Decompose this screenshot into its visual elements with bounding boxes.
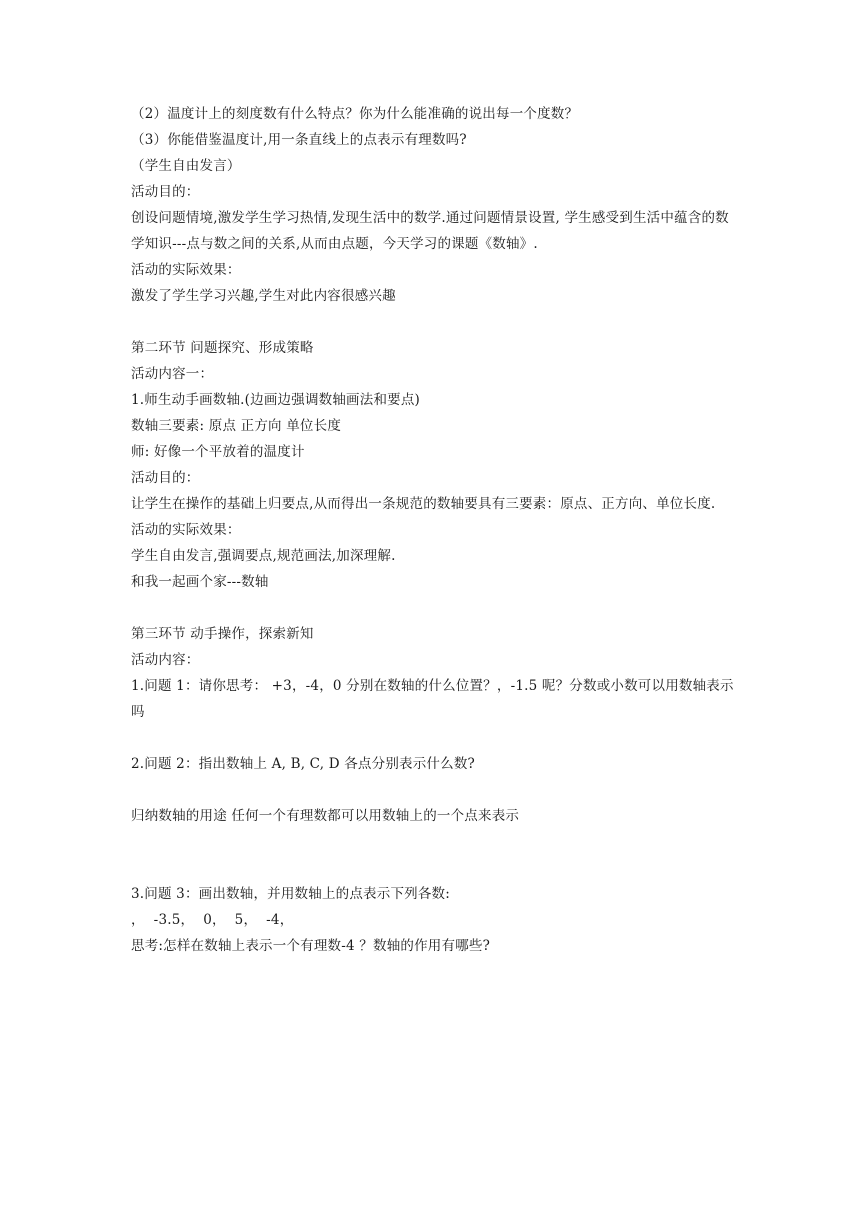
activity-effect-text-2: 学生自由发言,强调要点,规范画法,加深理解. — [131, 548, 396, 564]
activity-effect-heading: 活动的实际效果： — [131, 262, 241, 278]
problem-3-text: 3.问题 3：画出数轴，并用数轴上的点表示下列各数: — [131, 886, 451, 902]
question-3-line: （3）你能借鉴温度计,用一条直线上的点表示有理数吗? — [131, 132, 467, 148]
problem-1-text: 1.问题 1：请你思考： +3，-4，0 分别在数轴的什么位置？，-1.5 呢？分数或小数可以用数轴表示吗 — [131, 678, 734, 720]
activity-purpose-heading: 活动目的： — [131, 184, 200, 200]
problem-2-text: 2.问题 2：指出数轴上 A, B, C, D 各点分别表示什么数? — [131, 756, 475, 772]
section-2-heading: 第二环节 问题探究、形成策略 — [131, 340, 314, 356]
think-question-text: 思考:怎样在数轴上表示一个有理数-4 ？数轴的作用有哪些? — [131, 938, 491, 954]
spacer — [131, 309, 741, 335]
document-body — [131, 101, 741, 959]
activity-content-1-heading: 活动内容一： — [131, 366, 214, 382]
activity-effect-text: 激发了学生学习兴趣,学生对此内容很感兴趣 — [131, 288, 396, 304]
activity-purpose-text: 创设问题情境,激发学生学习热情,发现生活中的数学.通过问题情景设置, 学生感受到生活中蕴含的数学知识---点与数之间的关系,从而由点题，今天学习的课题《数轴》. — [131, 210, 729, 252]
draw-home-text: 和我一起画个家---数轴 — [131, 574, 269, 590]
spacer — [131, 725, 741, 751]
activity-content-heading: 活动内容： — [131, 652, 200, 668]
activity-purpose-text-2: 让学生在操作的基础上归要点,从而得出一条规范的数轴要具有三要素：原点、正方向、单位长度. — [131, 496, 716, 512]
spacer — [131, 777, 741, 803]
spacer — [131, 829, 741, 881]
section-3-heading: 第三环节 动手操作，探索新知 — [131, 626, 314, 642]
spacer — [131, 595, 741, 621]
three-elements-text: 数轴三要素: 原点 正方向 单位长度 — [131, 418, 342, 434]
number-line-usage-text: 归纳数轴的用途 任何一个有理数都可以用数轴上的一个点来表示 — [131, 808, 520, 824]
activity-purpose-heading-2: 活动目的： — [131, 470, 200, 486]
draw-number-line-text: 1.师生动手画数轴.(边画边强调数轴画法和要点) — [131, 392, 421, 408]
number-list-text: ， -3.5， 0， 5， -4， — [131, 912, 294, 928]
activity-effect-heading-2: 活动的实际效果： — [131, 522, 241, 538]
question-2-line: （2）温度计上的刻度数有什么特点？你为什么能准确的说出每一个度数？ — [131, 106, 579, 122]
student-speak-note: （学生自由发言） — [131, 158, 241, 174]
teacher-remark-text: 师: 好像一个平放着的温度计 — [131, 444, 305, 460]
